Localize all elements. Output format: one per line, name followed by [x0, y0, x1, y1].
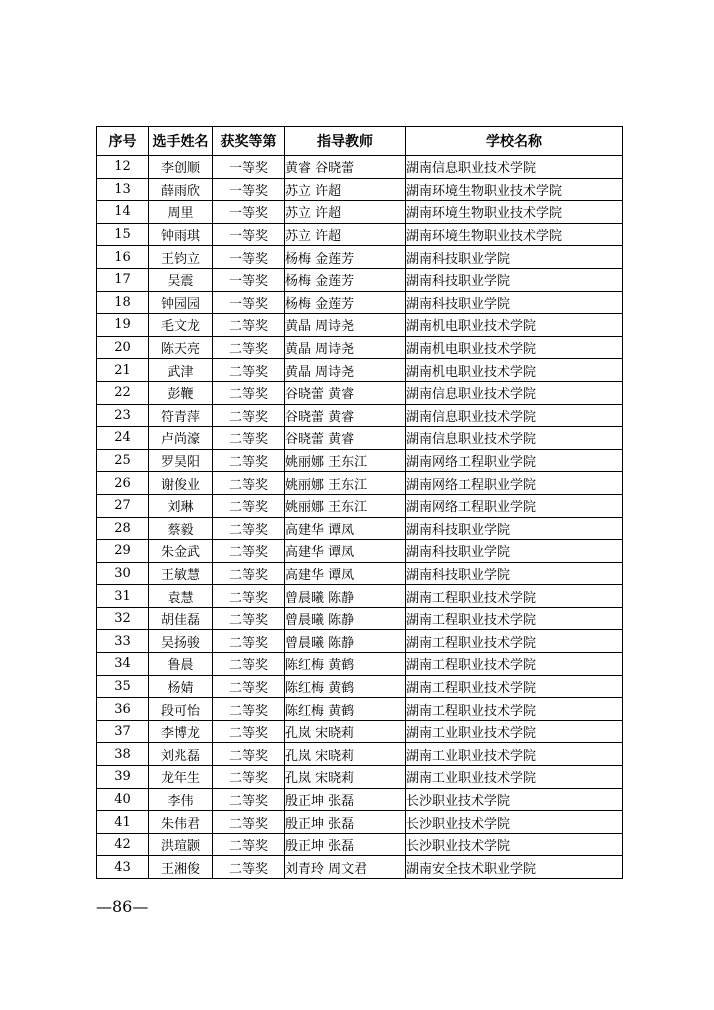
instructor-cell: 黄晶 周诗尧	[285, 359, 406, 382]
contestant-name-cell: 彭鞭	[149, 381, 213, 404]
table-row	[97, 472, 623, 495]
serial-number-cell: 35	[97, 675, 149, 698]
contestant-name-cell: 杨婧	[149, 675, 213, 698]
serial-number-cell: 17	[97, 268, 149, 291]
table-row	[97, 743, 623, 766]
school-name-cell: 湖南工程职业技术学院	[406, 630, 623, 653]
contestant-name-cell: 李创顺	[149, 156, 213, 179]
instructor-cell: 孔岚 宋晓莉	[285, 743, 406, 766]
instructor-cell: 刘青玲 周文君	[285, 856, 406, 879]
school-name-cell: 湖南工程职业技术学院	[406, 653, 623, 676]
contestant-name-cell: 吴扬骏	[149, 630, 213, 653]
instructor-cell: 陈红梅 黄鹤	[285, 698, 406, 721]
contestant-name-cell: 朱伟君	[149, 811, 213, 834]
page-number: —86—	[96, 897, 149, 916]
table-row	[97, 562, 623, 585]
school-name-cell: 湖南机电职业技术学院	[406, 359, 623, 382]
instructor-cell: 曾晨曦 陈静	[285, 630, 406, 653]
table-row	[97, 811, 623, 834]
table-row	[97, 246, 623, 269]
school-name-cell: 湖南信息职业技术学院	[406, 156, 623, 179]
table-row	[97, 268, 623, 291]
contestant-name-cell: 刘琳	[149, 494, 213, 517]
school-name-cell: 湖南科技职业学院	[406, 246, 623, 269]
school-name-cell: 湖南信息职业技术学院	[406, 404, 623, 427]
instructor-cell: 高建华 谭凤	[285, 562, 406, 585]
table-row	[97, 201, 623, 224]
serial-number-cell: 27	[97, 494, 149, 517]
contestant-name-cell: 陈天亮	[149, 336, 213, 359]
instructor-cell: 杨梅 金莲芳	[285, 268, 406, 291]
serial-number-cell: 39	[97, 766, 149, 789]
instructor-cell: 杨梅 金莲芳	[285, 246, 406, 269]
instructor-cell: 殷正坤 张磊	[285, 833, 406, 856]
serial-number-cell: 29	[97, 540, 149, 563]
serial-number-cell: 43	[97, 856, 149, 879]
school-name-cell: 湖南工业职业技术学院	[406, 720, 623, 743]
contestant-name-cell: 武津	[149, 359, 213, 382]
award-level-cell: 二等奖	[213, 743, 285, 766]
instructor-cell: 苏立 许超	[285, 178, 406, 201]
contestant-name-cell: 李伟	[149, 788, 213, 811]
award-level-cell: 一等奖	[213, 291, 285, 314]
award-level-cell: 二等奖	[213, 607, 285, 630]
school-name-cell: 湖南工业职业技术学院	[406, 766, 623, 789]
contestant-name-cell: 段可怡	[149, 698, 213, 721]
serial-number-cell: 13	[97, 178, 149, 201]
instructor-cell: 姚丽娜 王东江	[285, 494, 406, 517]
table-row	[97, 178, 623, 201]
table-row	[97, 381, 623, 404]
instructor-cell: 杨梅 金莲芳	[285, 291, 406, 314]
table-row	[97, 675, 623, 698]
serial-number-cell: 15	[97, 223, 149, 246]
serial-number-cell: 24	[97, 427, 149, 450]
instructor-cell: 高建华 谭凤	[285, 517, 406, 540]
table-row	[97, 336, 623, 359]
school-name-cell: 湖南科技职业学院	[406, 517, 623, 540]
instructor-cell: 陈红梅 黄鹤	[285, 653, 406, 676]
instructor-cell: 殷正坤 张磊	[285, 811, 406, 834]
table-row	[97, 653, 623, 676]
instructor-cell: 姚丽娜 王东江	[285, 472, 406, 495]
award-level-cell: 二等奖	[213, 585, 285, 608]
instructor-cell: 高建华 谭凤	[285, 540, 406, 563]
contestant-name-cell: 鲁晨	[149, 653, 213, 676]
instructor-cell: 曾晨曦 陈静	[285, 607, 406, 630]
school-name-cell: 湖南科技职业学院	[406, 268, 623, 291]
award-level-cell: 二等奖	[213, 720, 285, 743]
award-level-cell: 二等奖	[213, 630, 285, 653]
award-level-cell: 二等奖	[213, 788, 285, 811]
header-school-name: 学校名称	[406, 127, 623, 156]
table-row	[97, 291, 623, 314]
table-body	[97, 156, 623, 879]
school-name-cell: 湖南工程职业技术学院	[406, 698, 623, 721]
instructor-cell: 谷晓蕾 黄睿	[285, 381, 406, 404]
serial-number-cell: 16	[97, 246, 149, 269]
contestant-name-cell: 罗昊阳	[149, 449, 213, 472]
award-level-cell: 二等奖	[213, 811, 285, 834]
instructor-cell: 孔岚 宋晓莉	[285, 720, 406, 743]
instructor-cell: 曾晨曦 陈静	[285, 585, 406, 608]
serial-number-cell: 19	[97, 314, 149, 337]
contestant-name-cell: 王钧立	[149, 246, 213, 269]
serial-number-cell: 12	[97, 156, 149, 179]
award-level-cell: 二等奖	[213, 449, 285, 472]
instructor-cell: 黄晶 周诗尧	[285, 314, 406, 337]
award-level-cell: 一等奖	[213, 223, 285, 246]
serial-number-cell: 25	[97, 449, 149, 472]
school-name-cell: 湖南网络工程职业学院	[406, 449, 623, 472]
contestant-name-cell: 毛文龙	[149, 314, 213, 337]
instructor-cell: 黄睿 谷晓蕾	[285, 156, 406, 179]
instructor-cell: 谷晓蕾 黄睿	[285, 404, 406, 427]
table-row	[97, 223, 623, 246]
school-name-cell: 湖南信息职业技术学院	[406, 381, 623, 404]
serial-number-cell: 28	[97, 517, 149, 540]
serial-number-cell: 23	[97, 404, 149, 427]
contestant-name-cell: 袁慧	[149, 585, 213, 608]
contestant-name-cell: 周里	[149, 201, 213, 224]
serial-number-cell: 40	[97, 788, 149, 811]
award-level-cell: 一等奖	[213, 201, 285, 224]
contestant-name-cell: 王敏慧	[149, 562, 213, 585]
table-row	[97, 856, 623, 879]
table-row	[97, 494, 623, 517]
award-level-cell: 一等奖	[213, 178, 285, 201]
award-level-cell: 二等奖	[213, 494, 285, 517]
school-name-cell: 湖南工程职业技术学院	[406, 585, 623, 608]
contestant-name-cell: 王湘俊	[149, 856, 213, 879]
serial-number-cell: 36	[97, 698, 149, 721]
table-row	[97, 585, 623, 608]
header-serial-number: 序号	[97, 127, 149, 156]
award-level-cell: 二等奖	[213, 404, 285, 427]
school-name-cell: 湖南科技职业学院	[406, 562, 623, 585]
award-level-cell: 一等奖	[213, 246, 285, 269]
serial-number-cell: 22	[97, 381, 149, 404]
contestant-name-cell: 蔡毅	[149, 517, 213, 540]
header-award-level: 获奖等第	[213, 127, 285, 156]
header-contestant-name: 选手姓名	[149, 127, 213, 156]
table-row	[97, 540, 623, 563]
contestant-name-cell: 符青萍	[149, 404, 213, 427]
contestant-name-cell: 朱金武	[149, 540, 213, 563]
award-level-cell: 二等奖	[213, 856, 285, 879]
serial-number-cell: 42	[97, 833, 149, 856]
contestant-name-cell: 李博龙	[149, 720, 213, 743]
serial-number-cell: 32	[97, 607, 149, 630]
award-level-cell: 二等奖	[213, 675, 285, 698]
school-name-cell: 湖南科技职业学院	[406, 291, 623, 314]
serial-number-cell: 26	[97, 472, 149, 495]
instructor-cell: 苏立 许超	[285, 201, 406, 224]
serial-number-cell: 30	[97, 562, 149, 585]
school-name-cell: 长沙职业技术学院	[406, 833, 623, 856]
table-row	[97, 788, 623, 811]
table-row	[97, 517, 623, 540]
serial-number-cell: 33	[97, 630, 149, 653]
award-level-cell: 二等奖	[213, 540, 285, 563]
school-name-cell: 湖南机电职业技术学院	[406, 336, 623, 359]
instructor-cell: 姚丽娜 王东江	[285, 449, 406, 472]
award-level-cell: 二等奖	[213, 427, 285, 450]
instructor-cell: 殷正坤 张磊	[285, 788, 406, 811]
table-row	[97, 156, 623, 179]
contestant-name-cell: 龙年生	[149, 766, 213, 789]
header-row	[97, 127, 623, 156]
contestant-name-cell: 刘兆磊	[149, 743, 213, 766]
school-name-cell: 湖南信息职业技术学院	[406, 427, 623, 450]
instructor-cell: 孔岚 宋晓莉	[285, 766, 406, 789]
table-row	[97, 720, 623, 743]
contestant-name-cell: 吴震	[149, 268, 213, 291]
award-level-cell: 二等奖	[213, 517, 285, 540]
school-name-cell: 湖南环境生物职业技术学院	[406, 201, 623, 224]
award-level-cell: 二等奖	[213, 472, 285, 495]
header-instructor: 指导教师	[285, 127, 406, 156]
school-name-cell: 湖南工程职业技术学院	[406, 675, 623, 698]
serial-number-cell: 31	[97, 585, 149, 608]
contestant-name-cell: 洪瑄颢	[149, 833, 213, 856]
table-row	[97, 698, 623, 721]
school-name-cell: 长沙职业技术学院	[406, 788, 623, 811]
award-level-cell: 一等奖	[213, 156, 285, 179]
award-level-cell: 二等奖	[213, 698, 285, 721]
table-row	[97, 427, 623, 450]
serial-number-cell: 41	[97, 811, 149, 834]
table-row	[97, 833, 623, 856]
school-name-cell: 湖南工业职业技术学院	[406, 743, 623, 766]
award-level-cell: 二等奖	[213, 833, 285, 856]
contestant-name-cell: 钟雨琪	[149, 223, 213, 246]
award-level-cell: 一等奖	[213, 268, 285, 291]
award-level-cell: 二等奖	[213, 766, 285, 789]
contestant-name-cell: 薛雨欣	[149, 178, 213, 201]
table-header	[97, 127, 623, 156]
serial-number-cell: 37	[97, 720, 149, 743]
table-row	[97, 314, 623, 337]
instructor-cell: 谷晓蕾 黄睿	[285, 427, 406, 450]
school-name-cell: 长沙职业技术学院	[406, 811, 623, 834]
school-name-cell: 湖南工程职业技术学院	[406, 607, 623, 630]
table-row	[97, 449, 623, 472]
award-level-cell: 二等奖	[213, 653, 285, 676]
award-level-cell: 二等奖	[213, 359, 285, 382]
contestant-name-cell: 卢尚濠	[149, 427, 213, 450]
award-table	[96, 126, 623, 879]
award-level-cell: 二等奖	[213, 562, 285, 585]
table-row	[97, 404, 623, 427]
contestant-name-cell: 胡佳磊	[149, 607, 213, 630]
serial-number-cell: 21	[97, 359, 149, 382]
instructor-cell: 陈红梅 黄鹤	[285, 675, 406, 698]
serial-number-cell: 20	[97, 336, 149, 359]
table-row	[97, 607, 623, 630]
school-name-cell: 湖南网络工程职业学院	[406, 494, 623, 517]
award-level-cell: 二等奖	[213, 381, 285, 404]
serial-number-cell: 34	[97, 653, 149, 676]
school-name-cell: 湖南网络工程职业学院	[406, 472, 623, 495]
school-name-cell: 湖南科技职业学院	[406, 540, 623, 563]
serial-number-cell: 38	[97, 743, 149, 766]
table-row	[97, 359, 623, 382]
serial-number-cell: 14	[97, 201, 149, 224]
contestant-name-cell: 谢俊业	[149, 472, 213, 495]
school-name-cell: 湖南机电职业技术学院	[406, 314, 623, 337]
serial-number-cell: 18	[97, 291, 149, 314]
school-name-cell: 湖南环境生物职业技术学院	[406, 223, 623, 246]
table-row	[97, 766, 623, 789]
school-name-cell: 湖南安全技术职业学院	[406, 856, 623, 879]
table-row	[97, 630, 623, 653]
contestant-name-cell: 钟园园	[149, 291, 213, 314]
school-name-cell: 湖南环境生物职业技术学院	[406, 178, 623, 201]
award-level-cell: 二等奖	[213, 314, 285, 337]
award-level-cell: 二等奖	[213, 336, 285, 359]
instructor-cell: 苏立 许超	[285, 223, 406, 246]
instructor-cell: 黄晶 周诗尧	[285, 336, 406, 359]
